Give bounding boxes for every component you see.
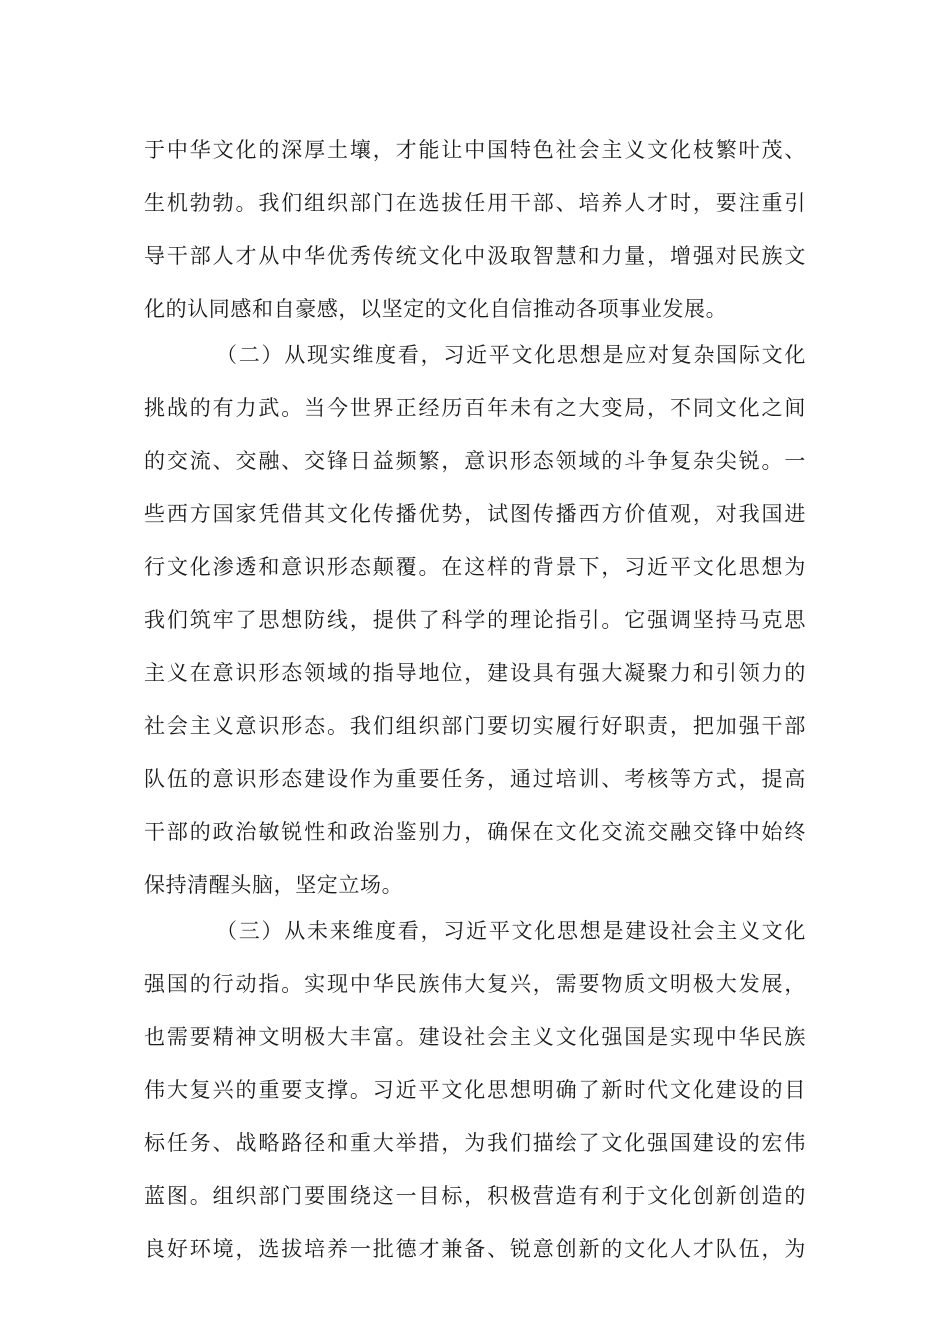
text-line-22: 良好环境，选拔培养一批德才兼备、锐意创新的文化人才队伍，为: [144, 1237, 806, 1261]
text-line-11: 主义在意识形态领域的指导地位，建设具有强大凝聚力和引领力的: [144, 661, 806, 685]
section-three-heading-line: （三）从未来维度看，习近平文化思想是建设社会主义文化: [216, 919, 806, 943]
text-line-1: 于中华文化的深厚土壤，才能让中国特色社会主义文化枝繁叶茂、: [144, 138, 806, 162]
text-line-4: 化的认同感和自豪感，以坚定的文化自信推动各项事业发展。: [144, 297, 728, 321]
text-line-13: 队伍的意识形态建设作为重要任务，通过培训、考核等方式，提高: [144, 767, 806, 791]
text-line-8: 些西方国家凭借其文化传播优势，试图传播西方价值观，对我国进: [144, 502, 806, 526]
text-line-9: 行文化渗透和意识形态颠覆。在这样的背景下，习近平文化思想为: [144, 555, 806, 579]
text-line-18: 也需要精神文明极大丰富。建设社会主义文化强国是实现中华民族: [144, 1025, 806, 1049]
text-line-2: 生机勃勃。我们组织部门在选拔任用干部、培养人才时，要注重引: [144, 191, 806, 215]
text-line-21: 蓝图。组织部门要围绕这一目标，积极营造有利于文化创新创造的: [144, 1184, 806, 1208]
section-two-heading-line: （二）从现实维度看，习近平文化思想是应对复杂国际文化: [216, 343, 806, 367]
text-line-14: 干部的政治敏锐性和政治鉴别力，确保在文化交流交融交锋中始终: [144, 820, 806, 844]
text-line-17: 强国的行动指。实现中华民族伟大复兴，需要物质文明极大发展，: [144, 972, 806, 996]
text-line-12: 社会主义意识形态。我们组织部门要切实履行好职责，把加强干部: [144, 714, 806, 738]
text-line-10: 我们筑牢了思想防线，提供了科学的理论指引。它强调坚持马克思: [144, 608, 806, 632]
text-line-3: 导干部人才从中华优秀传统文化中汲取智慧和力量，增强对民族文: [144, 244, 806, 268]
text-line-20: 标任务、战略路径和重大举措，为我们描绘了文化强国建设的宏伟: [144, 1131, 806, 1155]
text-line-6: 挑战的有力武。当今世界正经历百年未有之大变局，不同文化之间: [144, 396, 806, 420]
text-line-19: 伟大复兴的重要支撑。习近平文化思想明确了新时代文化建设的目: [144, 1078, 806, 1102]
text-line-7: 的交流、交融、交锋日益频繁，意识形态领域的斗争复杂尖锐。一: [144, 449, 806, 473]
text-line-15: 保持清醒头脑，坚定立场。: [144, 873, 404, 897]
